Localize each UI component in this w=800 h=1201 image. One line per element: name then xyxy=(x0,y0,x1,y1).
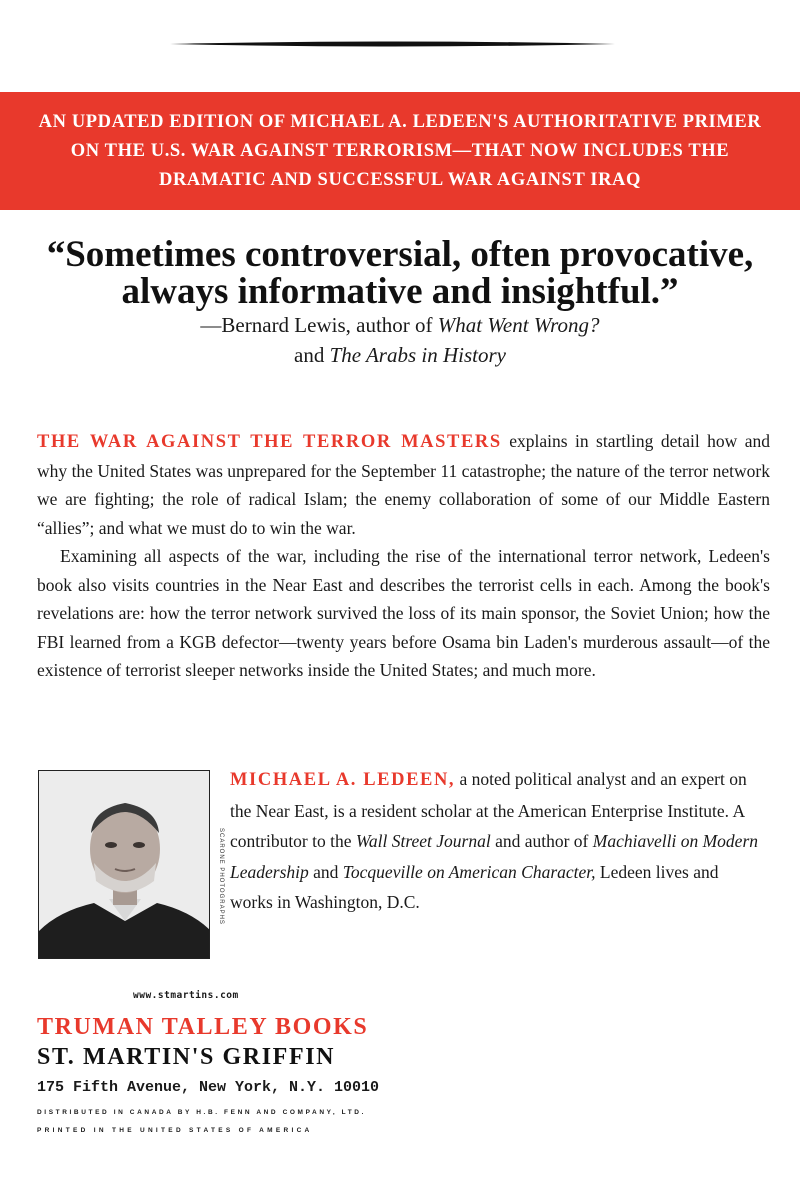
author-name: MICHAEL A. LEDEEN, xyxy=(230,770,456,790)
description-paragraph-2: Examining all aspects of the war, including the rise of the international terror network, Ledeen's book also visits countries in the Near East and describes the terrorist cells in each. Among the book's revelations are: how the terror network survived the loss of its main sponsor, the Soviet Union; how the FBI learned from a KGB defector—twenty years before Osama bin Laden's murderous assault—of the existence of terrorist sleeper networks inside the United States; and much more. xyxy=(37,546,770,680)
author-photo xyxy=(38,770,210,959)
paragraph-text: explains in startling detail how and why the United States was unprepared for the September 11 catastrophe; the nature of the terror network we are fighting; the role of radical Islam; the enemy collaboration of some of our Middle Eastern “allies”; and what we must do to win the war. xyxy=(37,431,771,538)
book-description xyxy=(37,427,770,685)
bio-text: Ledeen lives and works in Washington, D.C. xyxy=(230,861,719,912)
book-title-italic: Tocqueville on American Character, xyxy=(342,861,596,882)
publication-title: Wall Street Journal xyxy=(355,831,491,851)
photo-credit: SCARONE PHOTOGRAPHS xyxy=(218,828,224,925)
distribution-note: DISTRIBUTED IN CANADA BY H.B. FENN AND COMPANY, LTD. xyxy=(37,1109,366,1116)
quote-line-1: “Sometimes controversial, often provocative, xyxy=(46,234,754,275)
publisher-url[interactable]: www.stmartins.com xyxy=(133,990,239,1001)
description-paragraph-1 xyxy=(37,427,770,542)
bio-text: and author of xyxy=(490,831,593,851)
imprint-name: TRUMAN TALLEY BOOKS xyxy=(37,1014,369,1040)
decorative-rule xyxy=(170,41,615,47)
book-title: THE WAR AGAINST THE TERROR MASTERS xyxy=(37,432,502,452)
banner-line-1: AN UPDATED EDITION OF MICHAEL A. LEDEEN'S AUTHORITATIVE PRIMER xyxy=(38,111,762,132)
quote-attribution xyxy=(0,310,800,340)
book-title-italic: Machiavelli on Modern Leadership xyxy=(230,831,758,882)
attribution-and: and xyxy=(294,343,330,367)
banner-line-2: ON THE U.S. WAR AGAINST TERRORISM—THAT NOW INCLUDES THE xyxy=(70,140,730,161)
publisher-address: 175 Fifth Avenue, New York, N.Y. 10010 xyxy=(37,1079,380,1096)
publisher-name: ST. MARTIN'S GRIFFIN xyxy=(37,1044,336,1070)
author-bio xyxy=(230,764,758,918)
quote-attribution-2 xyxy=(0,340,800,370)
banner-line-3: DRAMATIC AND SUCCESSFUL WAR AGAINST IRAQ xyxy=(159,169,641,190)
bio-text: and xyxy=(308,861,343,882)
book-title-italic: The Arabs in History xyxy=(329,343,506,367)
quote-line-2: always informative and insightful.” xyxy=(121,271,679,312)
bio-text: a noted political analyst and an expert on the Near East, is a resident scholar at the American Enterprise Institute. A contributor to the xyxy=(230,769,747,851)
blurb-quote xyxy=(0,236,800,370)
book-title-italic: What Went Wrong? xyxy=(437,313,600,337)
attribution-text: —Bernard Lewis, author of xyxy=(200,313,438,337)
printed-note: PRINTED IN THE UNITED STATES OF AMERICA xyxy=(37,1127,313,1134)
promo-banner xyxy=(0,92,800,210)
